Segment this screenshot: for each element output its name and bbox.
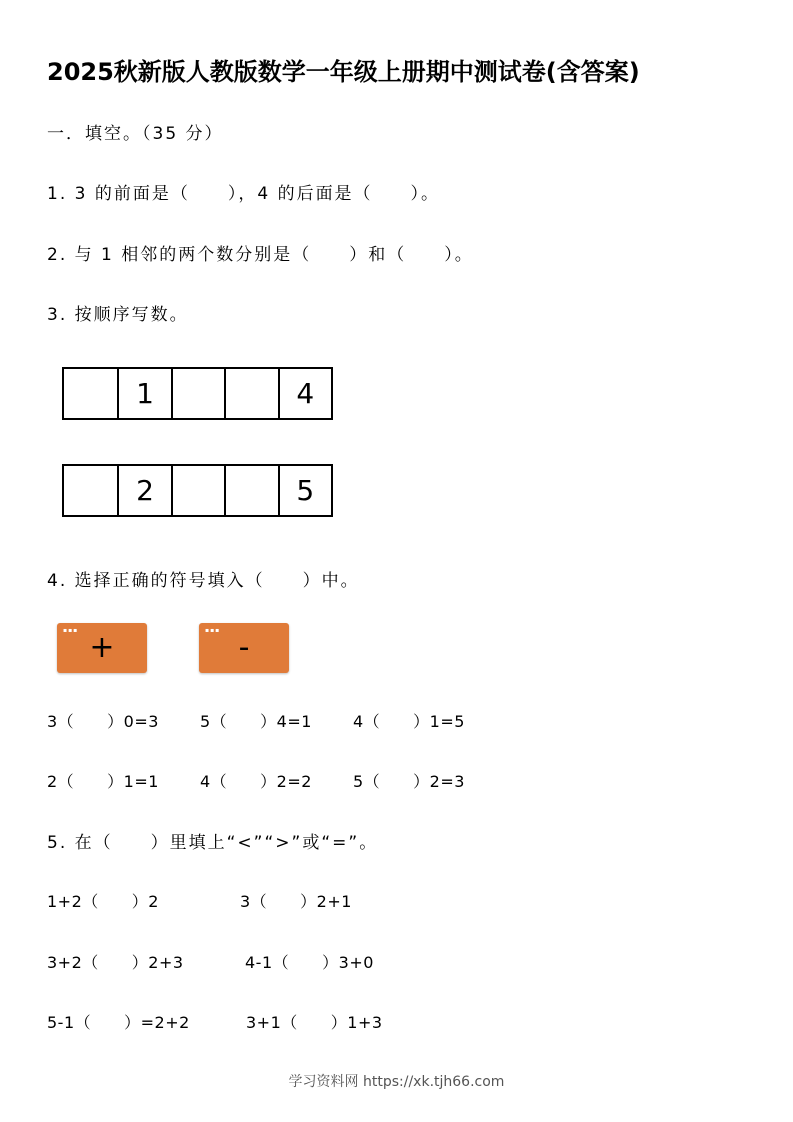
comparison: 4-1（ ）3+0	[245, 953, 374, 972]
number-grid-2	[62, 464, 333, 517]
grid-cell[interactable]	[224, 466, 277, 515]
grid-cell[interactable]: 4	[278, 369, 331, 418]
comparison: 3+1（ ）1+3	[246, 1013, 383, 1032]
comparison: 3（ ）2+1	[240, 892, 352, 911]
page-title: 2025秋新版人教版数学一年级上册期中测试卷(含答案)	[47, 58, 640, 86]
grid-cell[interactable]: 2	[117, 466, 170, 515]
question-1: 1. 3 的前面是（ ），4 的后面是（ ）。	[47, 184, 441, 204]
plus-symbol: +	[89, 630, 115, 665]
equation: 3（ ）0=3	[47, 712, 159, 731]
grid-cell[interactable]	[171, 369, 224, 418]
comparison: 1+2（ ）2	[47, 892, 159, 911]
grid-cell[interactable]	[64, 369, 117, 418]
comparison: 3+2（ ）2+3	[47, 953, 184, 972]
grid-cell[interactable]	[171, 466, 224, 515]
footer-watermark: 学习资料网 https://xk.tjh66.com	[288, 1074, 505, 1090]
section-heading: 一．填空。（35 分）	[47, 124, 224, 144]
question-3: 3. 按顺序写数。	[47, 305, 189, 325]
grid-cell[interactable]	[64, 466, 117, 515]
question-5: 5. 在（ ）里填上“<”“>”或“=”。	[47, 833, 379, 853]
question-2: 2. 与 1 相邻的两个数分别是（ ）和（ ）。	[47, 245, 474, 265]
minus-symbol: -	[238, 630, 250, 665]
card-dots: ▪▪▪	[63, 627, 79, 634]
grid-cell[interactable]: 5	[278, 466, 331, 515]
comparison: 5-1（ ）=2+2	[47, 1013, 190, 1032]
grid-cell[interactable]	[224, 369, 277, 418]
grid-cell[interactable]: 1	[117, 369, 170, 418]
equation: 5（ ）4=1	[200, 712, 312, 731]
question-4: 4. 选择正确的符号填入（ ）中。	[47, 571, 360, 591]
plus-card	[57, 623, 147, 673]
equation: 2（ ）1=1	[47, 772, 159, 791]
equation: 4（ ）1=5	[353, 712, 465, 731]
minus-card	[199, 623, 289, 673]
number-grid-1	[62, 367, 333, 420]
equation: 4（ ）2=2	[200, 772, 312, 791]
equation: 5（ ）2=3	[353, 772, 465, 791]
card-dots: ▪▪▪	[205, 627, 221, 634]
